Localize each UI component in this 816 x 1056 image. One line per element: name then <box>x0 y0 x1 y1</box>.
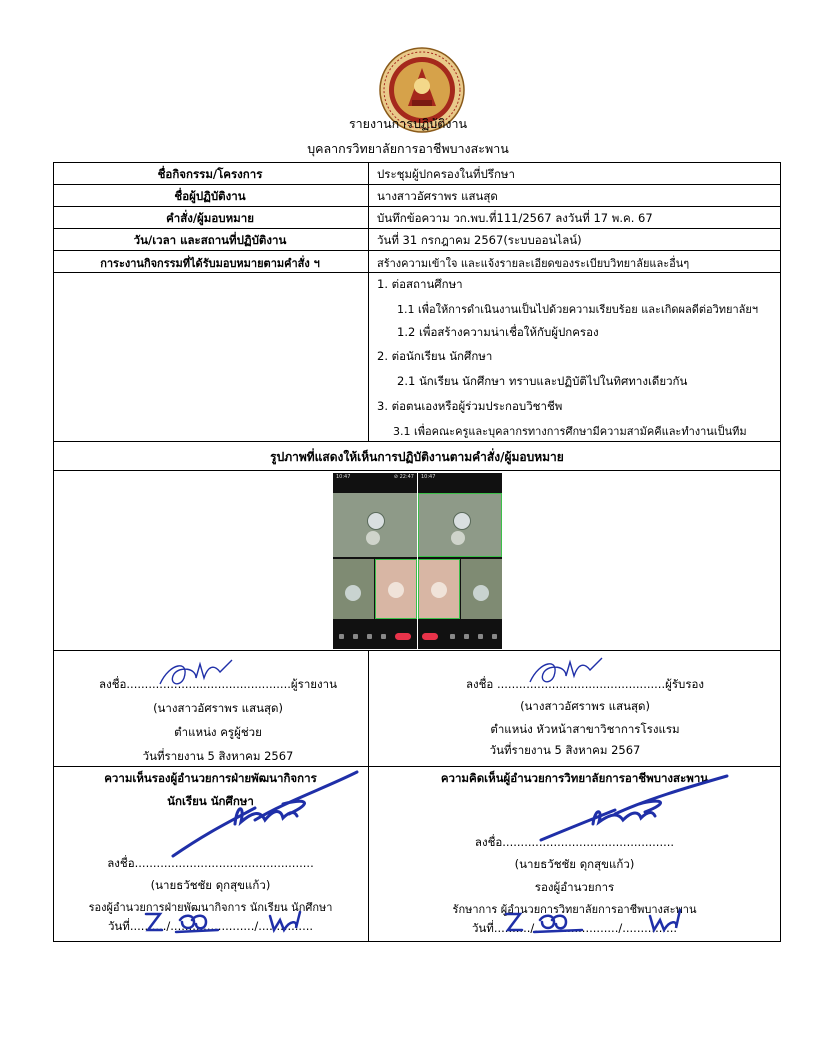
report-subtitle: บุคลากรวิทยาลัยการอาชีพบางสะพาน <box>307 141 509 156</box>
photo-section-heading: รูปภาพที่แสดงให้เห็นการปฏิบัติงานตามคำสั่ง/ผู้มอบหมาย <box>270 450 564 464</box>
avatar <box>367 512 385 530</box>
objective-item: 1. ต่อสถานศึกษา <box>377 277 463 291</box>
deputy-position: รองผู้อำนวยการฝ่ายพัฒนากิจการ นักเรียน นักศึกษา <box>88 901 333 914</box>
certifier-name: (นางสาวอัศราพร แสนสุด) <box>520 699 650 713</box>
certifier-handwritten-signature <box>520 652 610 692</box>
more-icon[interactable] <box>381 634 386 639</box>
end-call-button[interactable] <box>395 633 411 640</box>
director-date: วันที่........../......................./............... <box>471 921 678 935</box>
video-tile-active <box>418 559 460 619</box>
deputy-handwritten-date <box>140 906 320 936</box>
share-icon[interactable] <box>367 634 372 639</box>
deputy-heading: ความเห็นรองผู้อำนวยการฝ่ายพัฒนากิจการ <box>104 771 317 785</box>
director-name: (นายธวัชชัย ดุกสุขแก้ว) <box>514 857 635 871</box>
avatar <box>453 512 471 530</box>
reporter-sign-line: ลงชื่อ.............................................ผู้รายงาน <box>99 677 337 691</box>
avatar <box>431 582 447 598</box>
date-place-label: วัน/เวลา และสถานที่ปฏิบัติงาน <box>133 233 287 247</box>
status-right: ⊘ 22:47 <box>393 474 414 480</box>
order-label: คำสั่ง/ผู้มอบหมาย <box>166 211 254 225</box>
activity-label: ชื่อกิจกรรม/โครงการ <box>157 167 263 181</box>
deputy-handwritten-signature <box>165 764 365 864</box>
assignment-value: สร้างความเข้าใจ และแจ้งรายละเอียดของระเบียบวิทยาลัยและอื่นๆ <box>377 257 690 270</box>
avatar <box>345 585 361 601</box>
director-position: รองผู้อำนวยการ <box>534 880 615 894</box>
deputy-heading-2: นักเรียน นักศึกษา <box>167 794 254 808</box>
objective-item: 3. ต่อตนเองหรือผู้ร่วมประกอบวิชาชีพ <box>377 399 563 413</box>
avatar <box>473 585 489 601</box>
video-tile <box>333 559 374 619</box>
objective-item: 2.1 นักเรียน นักศึกษา ทราบและปฏิบัติไปในทิศทางเดียวกัน <box>397 374 688 388</box>
director-acting-title: รักษาการ ผู้อำนวยการวิทยาลัยการอาชีพบางสะพาน <box>452 903 697 916</box>
objective-item: 3.1 เพื่อคณะครูและบุคลากรทางการศึกษามีความสามัคคีและทำงานเป็นทีม <box>393 425 747 438</box>
phone-screenshot-left <box>333 473 417 649</box>
objective-item: 2. ต่อนักเรียน นักศึกษา <box>377 349 493 363</box>
mic-icon[interactable] <box>450 634 455 639</box>
activity-value: ประชุมผู้ปกครองในที่ปรึกษา <box>377 167 515 181</box>
report-title: รายงานการปฏิบัติงาน <box>348 116 468 131</box>
phone-screenshot-right <box>418 473 502 649</box>
order-value: บันทึกข้อความ วก.พบ.ที่111/2567 ลงวันที่ 17 พ.ค. 67 <box>377 211 653 225</box>
video-tile-main <box>333 493 417 557</box>
operator-value: นางสาวอัศราพร แสนสุด <box>377 189 498 203</box>
objective-item: 1.1 เพื่อให้การดำเนินงานเป็นไปด้วยความเรียบร้อย และเกิดผลดีต่อวิทยาลัยฯ <box>397 303 759 316</box>
status-time: 10:47 <box>421 474 436 480</box>
more-icon[interactable] <box>492 634 497 639</box>
objective-item: 1.2 เพื่อสร้างความน่าเชื่อให้กับผู้ปกครอง <box>397 325 599 339</box>
deputy-name: (นายธวัชชัย ดุกสุขแก้ว) <box>150 878 271 892</box>
director-handwritten-signature <box>535 770 735 850</box>
reporter-name: (นางสาวอัศราพร แสนสุด) <box>153 701 283 715</box>
certifier-date: วันที่รายงาน 5 สิงหาคม 2567 <box>489 743 641 757</box>
video-tile-main <box>418 493 502 557</box>
date-place-value: วันที่ 31 กรกฎาคม 2567(ระบบออนไลน์) <box>377 233 582 247</box>
director-heading: ความคิดเห็นผู้อำนวยการวิทยาลัยการอาชีพบางสะพาน <box>440 771 709 785</box>
director-sign-line: ลงชื่อ............................................... <box>474 835 675 849</box>
director-handwritten-date <box>500 906 700 936</box>
video-tile-active <box>375 559 417 619</box>
end-call-button[interactable] <box>422 633 438 640</box>
camera-icon[interactable] <box>353 634 358 639</box>
certifier-position: ตำแหน่ง หัวหน้าสาขาวิชาการโรงแรม <box>490 722 680 736</box>
reporter-position: ตำแหน่ง ครูผู้ช่วย <box>174 725 262 739</box>
assignment-label: การะงานกิจกรรมที่ได้รับมอบหมายตามคำสั่ง ฯ <box>100 257 320 270</box>
avatar <box>388 582 404 598</box>
reporter-date: วันที่รายงาน 5 สิงหาคม 2567 <box>142 749 294 763</box>
deputy-sign-line: ลงชื่อ................................................. <box>107 856 314 870</box>
share-icon[interactable] <box>478 634 483 639</box>
mic-icon[interactable] <box>339 634 344 639</box>
reporter-handwritten-signature <box>150 654 240 694</box>
camera-icon[interactable] <box>464 634 469 639</box>
certifier-sign-line: ลงชื่อ ..............................................ผู้รับรอง <box>465 677 705 691</box>
operator-label: ชื่อผู้ปฏิบัติงาน <box>174 189 246 203</box>
deputy-date: วันที่........../......................./............... <box>107 919 314 933</box>
video-tile <box>461 559 502 619</box>
status-time: 10:47 <box>336 474 351 480</box>
